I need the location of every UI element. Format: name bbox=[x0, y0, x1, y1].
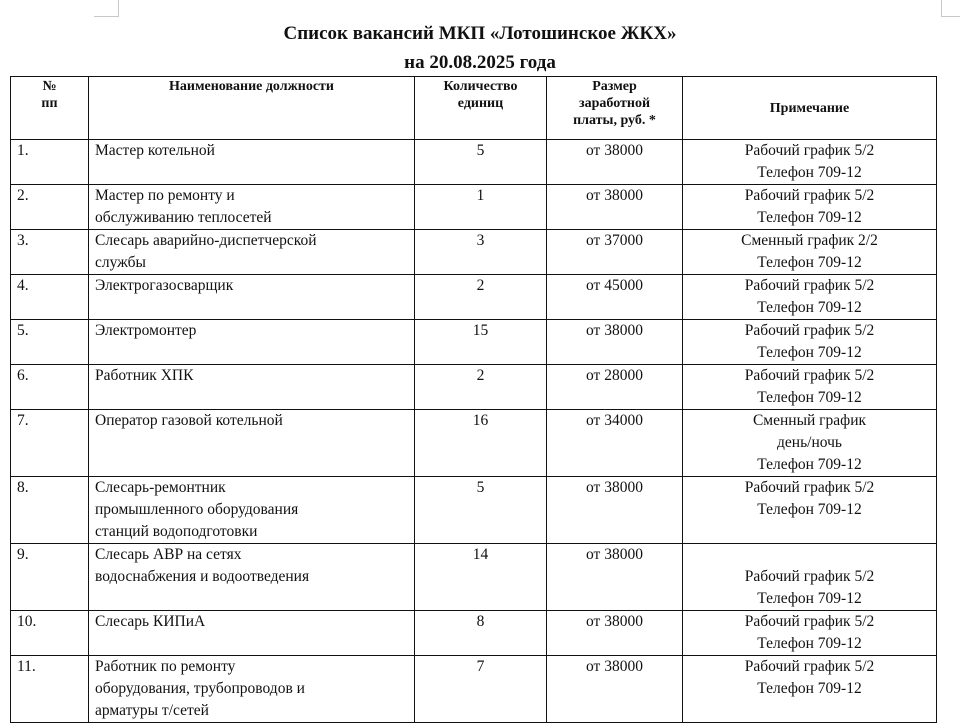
row-position: Слесарь аварийно-диспетчерской службы bbox=[89, 230, 415, 275]
row-number: 8. bbox=[11, 477, 89, 544]
row-number: 7. bbox=[11, 410, 89, 477]
row-note: Рабочий график 5/2 Телефон 709-12 bbox=[683, 185, 937, 230]
table-row bbox=[11, 140, 937, 185]
row-quantity: 15 bbox=[415, 320, 547, 365]
row-number: 4. bbox=[11, 275, 89, 320]
table-row bbox=[11, 611, 937, 656]
row-salary: от 37000 bbox=[547, 230, 683, 275]
table-row bbox=[11, 275, 937, 320]
table-row bbox=[11, 365, 937, 410]
row-note: Рабочий график 5/2 Телефон 709-12 bbox=[683, 656, 937, 723]
row-note: Рабочий график 5/2 Телефон 709-12 bbox=[683, 544, 937, 611]
row-quantity: 5 bbox=[415, 140, 547, 185]
row-note: Сменный график день/ночь Телефон 709-12 bbox=[683, 410, 937, 477]
row-salary: от 28000 bbox=[547, 365, 683, 410]
row-salary: от 38000 bbox=[547, 611, 683, 656]
row-position: Мастер по ремонту и обслуживанию теплосетей bbox=[89, 185, 415, 230]
row-salary: от 38000 bbox=[547, 185, 683, 230]
row-quantity: 1 bbox=[415, 185, 547, 230]
row-position: Оператор газовой котельной bbox=[89, 410, 415, 477]
table-row bbox=[11, 656, 937, 723]
row-salary: от 38000 bbox=[547, 320, 683, 365]
row-number: 9. bbox=[11, 544, 89, 611]
table-row bbox=[11, 544, 937, 611]
row-note: Рабочий график 5/2 Телефон 709-12 bbox=[683, 477, 937, 544]
table-row bbox=[11, 320, 937, 365]
row-note: Рабочий график 5/2 Телефон 709-12 bbox=[683, 140, 937, 185]
row-quantity: 2 bbox=[415, 275, 547, 320]
table-row bbox=[11, 410, 937, 477]
row-position: Работник по ремонту оборудования, трубопроводов и арматуры т/сетей bbox=[89, 656, 415, 723]
row-quantity: 5 bbox=[415, 477, 547, 544]
row-quantity: 7 bbox=[415, 656, 547, 723]
row-quantity: 16 bbox=[415, 410, 547, 477]
row-number: 2. bbox=[11, 185, 89, 230]
row-position: Слесарь АВР на сетях водоснабжения и водоотведения bbox=[89, 544, 415, 611]
page-corner-mark-right bbox=[941, 0, 960, 17]
row-position: Электрогазосварщик bbox=[89, 275, 415, 320]
row-note: Рабочий график 5/2 Телефон 709-12 bbox=[683, 365, 937, 410]
document-title: Список вакансий МКП «Лотошинское ЖКХ» bbox=[283, 23, 677, 44]
row-salary: от 38000 bbox=[547, 477, 683, 544]
row-quantity: 2 bbox=[415, 365, 547, 410]
row-quantity: 8 bbox=[415, 611, 547, 656]
row-number: 11. bbox=[11, 656, 89, 723]
header-position: Наименование должности bbox=[89, 77, 415, 140]
row-salary: от 45000 bbox=[547, 275, 683, 320]
header-number: № пп bbox=[11, 77, 89, 140]
header-salary: Размер заработной платы, руб. * bbox=[547, 77, 683, 140]
row-note: Рабочий график 5/2 Телефон 709-12 bbox=[683, 275, 937, 320]
row-position: Работник ХПК bbox=[89, 365, 415, 410]
row-number: 3. bbox=[11, 230, 89, 275]
row-number: 10. bbox=[11, 611, 89, 656]
page-corner-mark-left bbox=[94, 0, 119, 17]
row-number: 5. bbox=[11, 320, 89, 365]
table-body bbox=[11, 140, 937, 723]
table-row bbox=[11, 185, 937, 230]
row-salary: от 38000 bbox=[547, 140, 683, 185]
document-date: на 20.08.2025 года bbox=[404, 52, 556, 73]
row-salary: от 38000 bbox=[547, 544, 683, 611]
table-row bbox=[11, 477, 937, 544]
row-number: 1. bbox=[11, 140, 89, 185]
row-note: Сменный график 2/2 Телефон 709-12 bbox=[683, 230, 937, 275]
row-salary: от 34000 bbox=[547, 410, 683, 477]
row-position: Слесарь-ремонтник промышленного оборудования станций водоподготовки bbox=[89, 477, 415, 544]
row-number: 6. bbox=[11, 365, 89, 410]
table-header-row bbox=[11, 77, 937, 140]
row-position: Электромонтер bbox=[89, 320, 415, 365]
row-salary: от 38000 bbox=[547, 656, 683, 723]
table-row bbox=[11, 230, 937, 275]
header-quantity: Количество единиц bbox=[415, 77, 547, 140]
vacancy-table bbox=[10, 76, 937, 723]
row-quantity: 14 bbox=[415, 544, 547, 611]
row-quantity: 3 bbox=[415, 230, 547, 275]
row-note: Рабочий график 5/2 Телефон 709-12 bbox=[683, 611, 937, 656]
row-position: Слесарь КИПиА bbox=[89, 611, 415, 656]
row-position: Мастер котельной bbox=[89, 140, 415, 185]
row-note: Рабочий график 5/2 Телефон 709-12 bbox=[683, 320, 937, 365]
header-note: Примечание bbox=[683, 77, 937, 140]
